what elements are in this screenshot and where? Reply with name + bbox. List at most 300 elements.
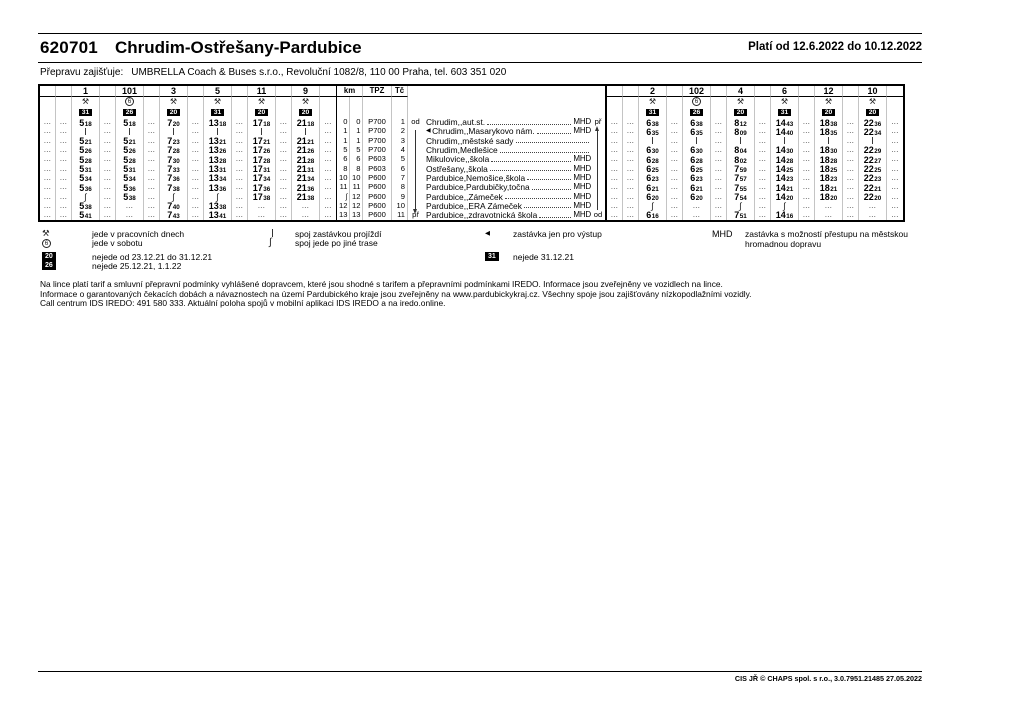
no-service-dots: ... (292, 201, 320, 210)
filler-dots: ... (56, 136, 72, 145)
time-cell: 6 30 (683, 145, 711, 154)
filler-dots: ... (188, 210, 204, 219)
restriction-badge: 20 (299, 109, 312, 117)
filler-dots: ... (144, 210, 160, 219)
filler-dots: ... (100, 164, 116, 173)
tpz-header: TPZ (363, 86, 392, 97)
filler-dots: ... (711, 210, 727, 219)
time-cell: 7 59 (727, 164, 755, 173)
time-cell: 7 40 (160, 201, 188, 210)
filler-dots: ... (188, 118, 204, 127)
time-cell: 14 16 (771, 210, 799, 219)
workdays-icon: ⚒ (639, 97, 667, 108)
reroute-icon: ∫ (727, 201, 755, 210)
time-cell: 5 38 (72, 201, 100, 210)
filler-dots: ... (276, 136, 292, 145)
filler-dots: ... (799, 136, 815, 145)
km-back-cell: 11 (350, 183, 363, 192)
filler-dots: ... (607, 183, 623, 192)
filler-dots: ... (144, 118, 160, 127)
restriction-badge: 31 (485, 252, 499, 261)
mhd-label: MHD (573, 126, 591, 136)
filler-dots: ... (40, 164, 56, 173)
filler-dots: ... (100, 136, 116, 145)
time-cell: 21 28 (292, 155, 320, 164)
mhd-symbol: MHD (712, 229, 733, 239)
filler-dots: ... (607, 201, 623, 210)
direction-marker-right: př (594, 117, 602, 127)
km-back-cell: 0 (350, 118, 363, 127)
restriction-badge: 26 (42, 261, 56, 270)
filler-dots: ... (799, 155, 815, 164)
filler-dots: ... (188, 192, 204, 201)
pass-stop-icon (261, 128, 262, 135)
filler-dots: ... (276, 201, 292, 210)
stops-info-section (337, 84, 605, 222)
stop-name: Pardubice,,ERA Zámeček (426, 200, 522, 211)
stop-number-cell: 8 (392, 183, 408, 192)
stop-number-cell: 1 (392, 118, 408, 127)
restriction-badge: 20 (167, 109, 180, 117)
time-cell: 17 21 (248, 136, 276, 145)
pass-stop-icon (173, 128, 174, 135)
horizontal-rule-footer (38, 671, 922, 672)
workdays-icon: ⚒ (204, 97, 232, 108)
filler-dots: ... (40, 201, 56, 210)
filler-dots: ... (623, 118, 639, 127)
time-cell: 6 38 (639, 118, 667, 127)
filler-dots: ... (607, 164, 623, 173)
time-cell: 6 23 (639, 173, 667, 182)
time-cell: 14 40 (771, 127, 799, 136)
stop-row (423, 210, 591, 219)
filler-dots: ... (324, 182, 332, 192)
direction-marker-right (591, 183, 605, 192)
direction-marker-right (591, 201, 605, 210)
time-cell: 8 04 (727, 145, 755, 154)
stop-row (423, 118, 591, 127)
tariff-zone-cell: P700 (363, 145, 392, 154)
workdays-icon: ⚒ (859, 97, 887, 108)
reroute-icon: ∫ (72, 192, 100, 201)
operator-label: Přepravu zajišťuje: (40, 67, 124, 78)
filler-dots: ... (232, 136, 248, 145)
km-back-cell: 6 (350, 155, 363, 164)
time-cell: 5 21 (116, 136, 144, 145)
time-cell: 6 16 (639, 210, 667, 219)
filler-dots: ... (667, 164, 683, 173)
tariff-zone-cell: P603 (363, 155, 392, 164)
direction-marker-right (591, 164, 605, 173)
time-cell: 17 34 (248, 173, 276, 182)
filler-dots: ... (100, 173, 116, 182)
filler-dots: ... (843, 145, 859, 154)
filler-dots: ... (667, 145, 683, 154)
stop-number-cell: 6 (392, 164, 408, 173)
filler-dots: ... (324, 117, 332, 127)
time-cell: 22 29 (859, 145, 887, 154)
direction-marker-left: od (411, 117, 420, 127)
trip-number: 5 (204, 86, 232, 97)
exit-only-icon: ◀ (426, 128, 431, 135)
filler-dots: ... (144, 201, 160, 210)
time-cell: 5 26 (116, 145, 144, 154)
inbound-times-table (605, 84, 905, 222)
tariff-zone-cell: P603 (363, 164, 392, 173)
tariff-zone-cell: P600 (363, 201, 392, 210)
route-title: Chrudim-Ostřešany-Pardubice (115, 38, 362, 57)
filler-dots: ... (40, 173, 56, 182)
filler-dots: ... (891, 135, 899, 145)
time-cell: 14 43 (771, 118, 799, 127)
filler-dots: ... (891, 172, 899, 182)
stop-name: Chrudim,,městské sady (426, 135, 514, 146)
stop-number-cell: 2 (392, 127, 408, 136)
filler-dots: ... (711, 173, 727, 182)
time-cell: 21 21 (292, 136, 320, 145)
time-cell: 7 55 (727, 183, 755, 192)
filler-dots: ... (324, 163, 332, 173)
stop-name: Mikulovice,,škola (426, 154, 490, 165)
filler-dots: ... (711, 136, 727, 145)
trip-number: 6 (771, 86, 799, 97)
filler-dots: ... (144, 192, 160, 201)
km-back-cell: 1 (350, 127, 363, 136)
filler-dots: ... (711, 145, 727, 154)
filler-dots: ... (755, 118, 771, 127)
filler-dots: ... (799, 173, 815, 182)
time-cell: 21 26 (292, 145, 320, 154)
no-service-dots: ... (859, 201, 887, 210)
filler-dots: ... (188, 173, 204, 182)
filler-dots: ... (755, 183, 771, 192)
filler-dots: ... (188, 127, 204, 136)
filler-dots: ... (667, 127, 683, 136)
restriction-badge: 20 (42, 252, 56, 261)
filler-dots: ... (623, 173, 639, 182)
no-service-dots: ... (815, 210, 843, 219)
filler-dots: ... (711, 127, 727, 136)
time-cell: 8 02 (727, 155, 755, 164)
km-back-cell: 5 (350, 145, 363, 154)
filler-dots: ... (755, 155, 771, 164)
note-text: nejede 25.12.21, 1.1.22 (92, 261, 182, 271)
pass-stop-icon (305, 128, 306, 135)
filler-dots: ... (56, 155, 72, 164)
filler-dots: ... (276, 118, 292, 127)
stop-name: Chrudim,,Masarykovo nám. (432, 126, 535, 137)
stop-row (423, 173, 591, 182)
filler-dots: ... (799, 164, 815, 173)
filler-dots: ... (144, 173, 160, 182)
time-cell: 18 35 (815, 127, 843, 136)
workdays-icon: ⚒ (160, 97, 188, 108)
time-cell: 6 38 (683, 118, 711, 127)
time-cell: 5 34 (116, 173, 144, 182)
stop-row (423, 192, 591, 201)
pass-stop-icon (828, 137, 829, 144)
stop-number-cell: 3 (392, 136, 408, 145)
direction-marker-right (591, 145, 605, 154)
stop-row (423, 201, 591, 210)
stop-row (423, 155, 591, 164)
info-line: Call centrum IDS IREDO: 491 580 333. Aktuální poloha spojů v mobilní aplikaci IDS IREDO a na iredo.online. (40, 298, 446, 309)
filler-dots: ... (711, 183, 727, 192)
filler-dots: ... (607, 155, 623, 164)
km-out-cell: 10 (337, 173, 350, 182)
time-cell: 13 21 (204, 136, 232, 145)
workdays-icon: ⚒ (72, 97, 100, 108)
filler-dots: ... (843, 201, 859, 210)
filler-dots: ... (667, 136, 683, 145)
time-cell: 14 20 (771, 192, 799, 201)
time-cell: 22 25 (859, 164, 887, 173)
filler-dots: ... (276, 155, 292, 164)
time-cell: 6 30 (639, 145, 667, 154)
legend-label: spoj zastávkou projíždí (295, 229, 382, 239)
trip-number: 11 (248, 86, 276, 97)
stop-number-cell: 5 (392, 155, 408, 164)
saturday-icon: 6 (692, 97, 701, 106)
tc-header: Tč (392, 86, 408, 97)
dotted-leader (532, 189, 572, 190)
filler-dots: ... (607, 210, 623, 219)
km-back-cell: 1 (350, 136, 363, 145)
filler-dots: ... (100, 118, 116, 127)
trip-number: 4 (727, 86, 755, 97)
filler-dots: ... (188, 136, 204, 145)
time-cell: 18 25 (815, 164, 843, 173)
time-cell: 13 31 (204, 164, 232, 173)
filler-dots: ... (324, 191, 332, 201)
filler-dots: ... (40, 155, 56, 164)
time-cell: 7 43 (160, 210, 188, 219)
filler-dots: ... (799, 145, 815, 154)
restriction-badge: 31 (778, 109, 791, 117)
km-back-cell: 8 (350, 164, 363, 173)
dotted-leader (539, 217, 571, 218)
filler-dots: ... (799, 118, 815, 127)
filler-dots: ... (843, 183, 859, 192)
exit-only-icon: ◀ (485, 230, 490, 237)
filler-dots: ... (40, 118, 56, 127)
filler-dots: ... (40, 183, 56, 192)
filler-dots: ... (799, 201, 815, 210)
saturday-icon: 6 (125, 97, 134, 106)
km-out-cell: 6 (337, 155, 350, 164)
time-cell: 5 31 (72, 164, 100, 173)
time-cell: 21 31 (292, 164, 320, 173)
time-cell: 7 23 (160, 136, 188, 145)
time-cell: 21 36 (292, 183, 320, 192)
stop-row (423, 164, 591, 173)
dotted-leader (524, 207, 571, 208)
pass-stop-icon (652, 137, 653, 144)
filler-dots: ... (799, 192, 815, 201)
filler-dots: ... (755, 210, 771, 219)
filler-dots: ... (188, 183, 204, 192)
filler-dots: ... (100, 201, 116, 210)
filler-dots: ... (607, 127, 623, 136)
time-cell: 6 35 (683, 127, 711, 136)
time-cell: 21 18 (292, 118, 320, 127)
dotted-leader (505, 198, 572, 199)
time-cell: 6 20 (639, 192, 667, 201)
workdays-icon: ⚒ (815, 97, 843, 108)
footer-credit: CIS JŘ © CHAPS spol. s r.o., 3.0.7951.21485 27.05.2022 (734, 674, 922, 683)
time-cell: 17 36 (248, 183, 276, 192)
pass-stop-icon (272, 229, 273, 237)
time-cell: 18 38 (815, 118, 843, 127)
trip-number: 102 (683, 86, 711, 97)
time-cell: 5 18 (72, 118, 100, 127)
filler-dots: ... (623, 164, 639, 173)
stop-name: Pardubice,Nemošice,škola (426, 172, 526, 183)
time-cell: 13 26 (204, 145, 232, 154)
time-cell: 22 23 (859, 173, 887, 182)
filler-dots: ... (843, 192, 859, 201)
time-cell: 6 23 (683, 173, 711, 182)
no-service-dots: ... (248, 201, 276, 210)
stop-name: Chrudim,,aut.st. (426, 117, 486, 128)
filler-dots: ... (607, 118, 623, 127)
time-cell: 22 34 (859, 127, 887, 136)
filler-dots: ... (232, 155, 248, 164)
tariff-zone-cell: P700 (363, 136, 392, 145)
stop-number-cell: 9 (392, 192, 408, 201)
restriction-badge: 31 (646, 109, 659, 117)
time-cell: 14 25 (771, 164, 799, 173)
trip-number: 1 (72, 86, 100, 97)
time-cell: 14 23 (771, 173, 799, 182)
filler-dots: ... (56, 118, 72, 127)
filler-dots: ... (144, 164, 160, 173)
pass-stop-icon (217, 128, 218, 135)
direction-marker-right: od (593, 210, 603, 220)
filler-dots: ... (276, 183, 292, 192)
filler-dots: ... (232, 201, 248, 210)
reroute-icon: ∫ (771, 201, 799, 210)
time-cell: 21 38 (292, 192, 320, 201)
filler-dots: ... (188, 164, 204, 173)
filler-dots: ... (711, 118, 727, 127)
time-cell: 21 34 (292, 173, 320, 182)
filler-dots: ... (144, 155, 160, 164)
time-cell: 7 57 (727, 173, 755, 182)
time-cell: 17 28 (248, 155, 276, 164)
filler-dots: ... (40, 210, 56, 219)
no-service-dots: ... (248, 210, 276, 219)
info-line: Na lince platí tarif a smluvní přepravní podmínky vyhlášené dopravcem, které jsou shodné s tarifem a přepravními podmínkami IREDO. Informace jsou zveřejněny ve vozidlech na lince. (40, 279, 723, 289)
workdays-icon: ⚒ (727, 97, 755, 108)
filler-dots: ... (755, 145, 771, 154)
time-cell: 18 23 (815, 173, 843, 182)
km-out-cell: 0 (337, 118, 350, 127)
filler-dots: ... (891, 200, 899, 210)
note-text: nejede 31.12.21 (513, 252, 574, 262)
filler-dots: ... (799, 183, 815, 192)
filler-dots: ... (799, 127, 815, 136)
km-out-cell: 5 (337, 145, 350, 154)
time-cell: 5 31 (116, 164, 144, 173)
time-cell: 6 25 (683, 164, 711, 173)
timetable (38, 84, 905, 222)
filler-dots: ... (56, 145, 72, 154)
direction-marker-right (591, 155, 605, 164)
direction-marker-right (591, 173, 605, 182)
stop-number-cell: 10 (392, 201, 408, 210)
time-cell: 7 54 (727, 192, 755, 201)
time-cell: 13 36 (204, 183, 232, 192)
filler-dots: ... (276, 164, 292, 173)
filler-dots: ... (623, 183, 639, 192)
filler-dots: ... (100, 127, 116, 136)
filler-dots: ... (232, 127, 248, 136)
pass-stop-icon (696, 137, 697, 144)
time-cell: 6 21 (639, 183, 667, 192)
filler-dots: ... (623, 145, 639, 154)
filler-dots: ... (188, 145, 204, 154)
filler-dots: ... (324, 172, 332, 182)
restriction-badge: 20 (734, 109, 747, 117)
filler-dots: ... (667, 183, 683, 192)
time-cell: 7 28 (160, 145, 188, 154)
time-cell: 5 18 (116, 118, 144, 127)
filler-dots: ... (623, 210, 639, 219)
filler-dots: ... (232, 118, 248, 127)
time-cell: 17 31 (248, 164, 276, 173)
direction-arrow-up (597, 130, 598, 210)
no-service-dots: ... (116, 201, 144, 210)
filler-dots: ... (667, 210, 683, 219)
stop-row (423, 145, 591, 154)
reroute-icon: ∫ (337, 192, 350, 201)
filler-dots: ... (144, 136, 160, 145)
filler-dots: ... (188, 155, 204, 164)
tariff-zone-cell: P600 (363, 173, 392, 182)
mhd-label: MHD (573, 172, 591, 182)
reroute-icon: ∫ (160, 192, 188, 201)
filler-dots: ... (56, 192, 72, 201)
direction-marker-left: př (412, 210, 419, 220)
filler-dots: ... (755, 201, 771, 210)
trip-number: 10 (859, 86, 887, 97)
filler-dots: ... (232, 210, 248, 219)
outbound-times-table (38, 84, 337, 222)
no-service-dots: ... (683, 201, 711, 210)
time-cell: 6 21 (683, 183, 711, 192)
time-cell: 5 38 (116, 192, 144, 201)
time-cell: 18 30 (815, 145, 843, 154)
info-line: Informace o garantovaných čekacích dobách a návaznostech na území Pardubického kraje jsou zveřejněny na www.pardubickykraj.cz. Všechny spoje jsou zajišťovány nízkopodlažními vozidly. (40, 288, 752, 299)
restriction-badge: 26 (690, 109, 703, 117)
time-cell: 6 25 (639, 164, 667, 173)
filler-dots: ... (843, 164, 859, 173)
filler-dots: ... (100, 183, 116, 192)
pass-stop-icon (85, 128, 86, 135)
time-cell: 22 36 (859, 118, 887, 127)
time-cell: 5 36 (72, 183, 100, 192)
filler-dots: ... (40, 127, 56, 136)
time-cell: 5 41 (72, 210, 100, 219)
trip-number: 12 (815, 86, 843, 97)
restriction-badge: 20 (822, 109, 835, 117)
pass-stop-icon (872, 137, 873, 144)
mhd-label: MHD (573, 117, 591, 127)
mhd-label: MHD (573, 191, 591, 201)
stop-name: Ostřešany,,škola (426, 163, 488, 174)
time-cell: 14 21 (771, 183, 799, 192)
